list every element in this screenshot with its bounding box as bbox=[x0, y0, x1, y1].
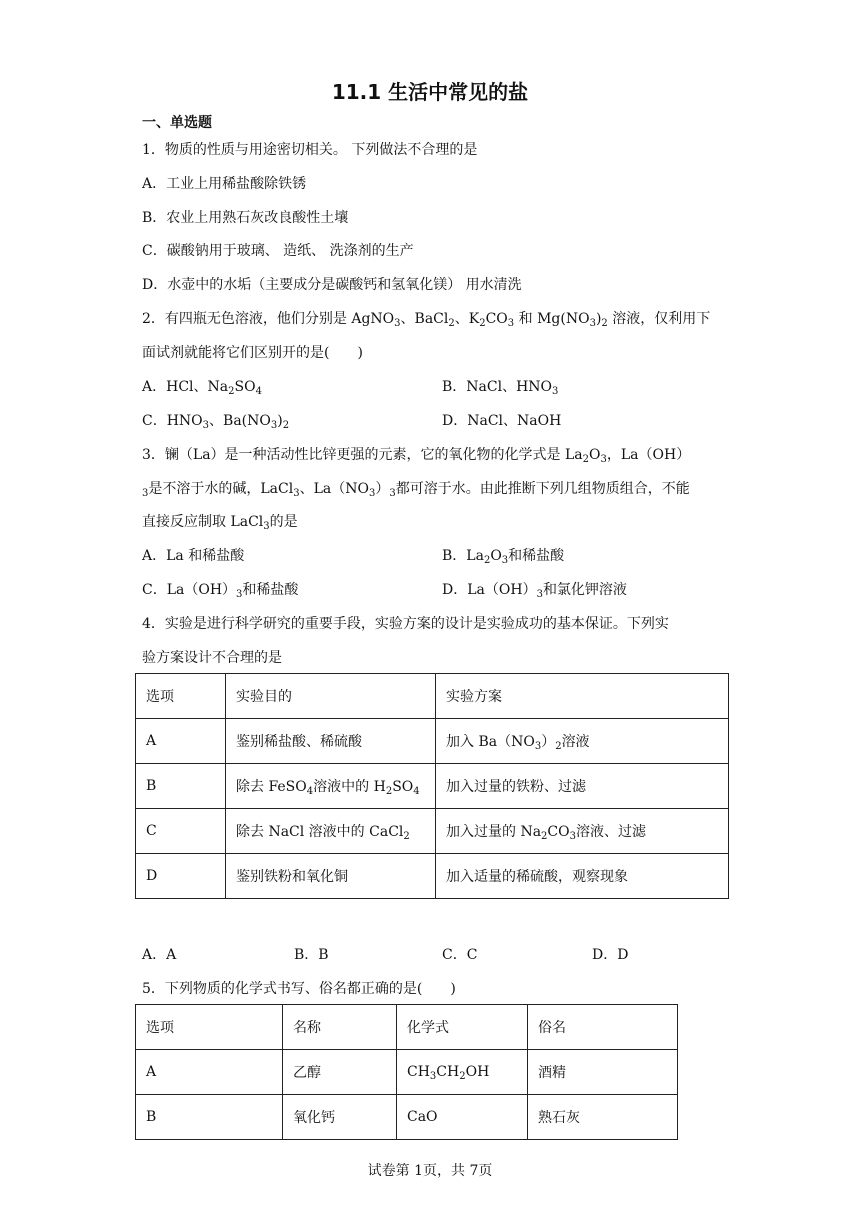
q4-stem-line2: 验方案设计不合理的是 bbox=[142, 650, 282, 666]
q2-option-d: D．NaCl、NaOH bbox=[442, 413, 562, 429]
q2-option-c: C．$HNO_3$、$Ba(NO_3)_2$ bbox=[142, 413, 290, 431]
q2-stem: 2．有四瓶无色溶液，他们分别是 AgNO$_3$、BaCl$_2$、$K_2CO_3$ 和 $Mg(NO_3)_2$ 溶液，仅利用下 bbox=[142, 311, 711, 329]
q3-option-a: A．La 和稀盐酸 bbox=[142, 548, 245, 564]
table-cell: A bbox=[136, 1050, 283, 1095]
q3-stem-line2: $_3$是不溶于水的碱，LaCl$_3$、$La(NO_3)_3$都可溶于水。由此推断下列几组物质组合，不能 bbox=[142, 481, 690, 499]
q2-option-b: B．NaCl、$HNO_3$ bbox=[442, 379, 559, 397]
table-header-row bbox=[136, 674, 729, 719]
table-cell: B bbox=[136, 1095, 283, 1140]
table-cell: D bbox=[136, 854, 226, 899]
q4-stem-line1: 4．实验是进行科学研究的重要手段，实验方案的设计是实验成功的基本保证。下列实 bbox=[142, 616, 669, 632]
table-cell: 加入过量的铁粉、过滤 bbox=[436, 764, 729, 809]
table-cell: 熟石灰 bbox=[528, 1095, 678, 1140]
q5-stem: 5．下列物质的化学式书写、俗名都正确的是( ) bbox=[142, 981, 456, 997]
table-cell: 选项 bbox=[136, 674, 226, 719]
table-row bbox=[136, 854, 729, 899]
table-header-row bbox=[136, 1005, 678, 1050]
q1-option-b: B．农业上用熟石灰改良酸性土壤 bbox=[142, 210, 349, 226]
table-cell: 俗名 bbox=[528, 1005, 678, 1050]
q4-answer-a: A．A bbox=[142, 947, 177, 963]
q4-answer-b: B．B bbox=[294, 947, 329, 963]
q3-stem-line3: 直接反应制取 LaCl$_3$的是 bbox=[142, 514, 298, 532]
table-cell: $CH_3CH_2OH$ bbox=[397, 1050, 528, 1095]
table-cell: 名称 bbox=[283, 1005, 397, 1050]
q3-stem-line1: 3．镧（La）是一种活动性比锌更强的元素，它的氧化物的化学式是 $La_2O_3$，La（OH） bbox=[142, 447, 691, 465]
table-cell: 选项 bbox=[136, 1005, 283, 1050]
table-cell: CaO bbox=[397, 1095, 528, 1140]
table-cell: 鉴别铁粉和氧化铜 bbox=[226, 854, 436, 899]
table-cell: 化学式 bbox=[397, 1005, 528, 1050]
q4-answer-c: C．C bbox=[442, 947, 478, 963]
table-cell: 乙醇 bbox=[283, 1050, 397, 1095]
table-cell: 实验方案 bbox=[436, 674, 729, 719]
q1-option-a: A．工业上用稀盐酸除铁锈 bbox=[142, 176, 307, 192]
table-cell: C bbox=[136, 809, 226, 854]
q3-option-c: C．$La(OH)_3$和稀盐酸 bbox=[142, 582, 299, 600]
table-cell: 酒精 bbox=[528, 1050, 678, 1095]
q5-table bbox=[135, 1004, 678, 1140]
table-cell: 加入适量的稀硫酸，观察现象 bbox=[436, 854, 729, 899]
page-footer: 试卷第 1页，共 7页 bbox=[367, 1163, 493, 1179]
table-cell: 加入过量的 $Na_2CO_3$溶液、过滤 bbox=[436, 809, 729, 854]
q3-option-b: B．$La_2O_3$和稀盐酸 bbox=[442, 548, 565, 566]
table-cell: 氧化钙 bbox=[283, 1095, 397, 1140]
table-cell: B bbox=[136, 764, 226, 809]
table-row bbox=[136, 719, 729, 764]
q1-option-c: C．碳酸钠用于玻璃、 造纸、 洗涤剂的生产 bbox=[142, 243, 414, 259]
table-cell: 加入 $Ba(NO_3)_2$溶液 bbox=[436, 719, 729, 764]
table-row bbox=[136, 1095, 678, 1140]
q4-table bbox=[135, 673, 729, 899]
q4-answer-d: D．D bbox=[592, 947, 629, 963]
q2-stem-line2: 面试剂就能将它们区别开的是( ) bbox=[142, 345, 363, 361]
page-title: 11.1 生活中常见的盐 bbox=[331, 80, 529, 104]
q1-stem: 1．物质的性质与用途密切相关。 下列做法不合理的是 bbox=[142, 142, 478, 158]
table-row bbox=[136, 809, 729, 854]
q1-option-d: D．水壶中的水垢（主要成分是碳酸钙和氢氧化镁） 用水清洗 bbox=[142, 277, 522, 293]
q3-option-d: D．$La(OH)_3$和氯化钾溶液 bbox=[442, 582, 627, 600]
q2-option-a: A．HCl、$Na_2SO_4$ bbox=[142, 379, 262, 397]
table-row bbox=[136, 764, 729, 809]
table-cell: 除去 FeSO$_4$溶液中的 $H_2SO_4$ bbox=[226, 764, 436, 809]
table-cell: A bbox=[136, 719, 226, 764]
table-cell: 鉴别稀盐酸、稀硫酸 bbox=[226, 719, 436, 764]
section-heading: 一、单选题 bbox=[142, 115, 212, 131]
table-cell: 实验目的 bbox=[226, 674, 436, 719]
table-cell: 除去 NaCl 溶液中的 CaCl$_2$ bbox=[226, 809, 436, 854]
table-row bbox=[136, 1050, 678, 1095]
